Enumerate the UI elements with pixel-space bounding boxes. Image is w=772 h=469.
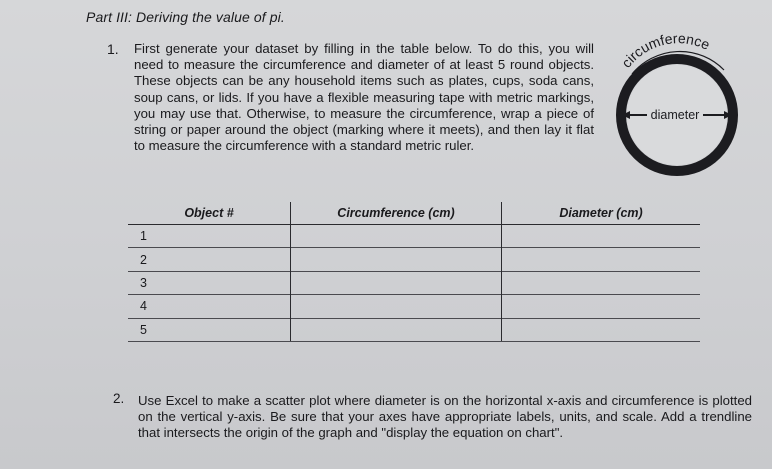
question-2-number: 2. [113,391,125,406]
circumference-cell[interactable] [291,248,502,271]
object-number-cell: 4 [128,295,291,318]
diameter-cell[interactable] [502,225,701,248]
header-circumference: Circumference (cm) [291,202,502,225]
question-2-text: Use Excel to make a scatter plot where diameter is on the horizontal x-axis and circumference is plotted on the vertical y-axis. Be sure that your axes have appropriate labels, units, and scale. Add a trendline that intersects the origin of the graph and "display the equation on chart". [138,393,752,441]
circumference-cell[interactable] [291,318,502,341]
table-header-row [128,202,700,225]
circumference-cell[interactable] [291,271,502,294]
object-number-cell: 1 [128,225,291,248]
diameter-label: diameter [650,108,700,122]
circumference-label: circumference [617,30,713,71]
question-1-number: 1. [107,41,119,57]
question-1-text: First generate your dataset by filling in the table below. To do this, you will need to measure the circumference and diameter of at least 5 round objects. These objects can be any household items such as plates, cups, soda cans, soup cans, or lids. If you have a flexible measuring tape with metric markings, you may use that. Otherwise, to measure the circumference, wrap a piece of string or paper around the object (marking where it meets), and then lay it flat to measure the circumference with a standard metric ruler. [134,41,594,154]
table-row [128,248,700,271]
circle-diagram [600,30,750,180]
table-row [128,318,700,341]
object-number-cell: 2 [128,248,291,271]
table-row [128,271,700,294]
header-object-number: Object # [128,202,291,225]
diameter-cell[interactable] [502,295,701,318]
table-row [128,225,700,248]
object-number-cell: 5 [128,318,291,341]
diameter-cell[interactable] [502,248,701,271]
dataset-table [128,202,700,342]
circumference-cell[interactable] [291,295,502,318]
header-diameter: Diameter (cm) [502,202,701,225]
diameter-cell[interactable] [502,318,701,341]
circumference-cell[interactable] [291,225,502,248]
table-row [128,295,700,318]
part-title: Part III: Deriving the value of pi. [86,9,285,25]
object-number-cell: 3 [128,271,291,294]
diameter-cell[interactable] [502,271,701,294]
